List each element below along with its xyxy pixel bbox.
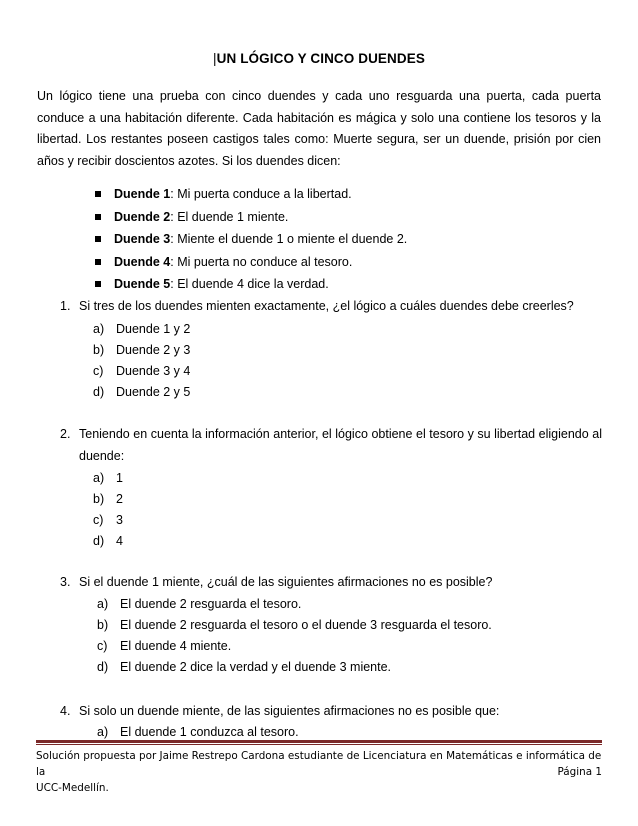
option-letter: a) [97,725,109,739]
statement-text: : Mi puerta conduce a la libertad. [170,187,352,201]
question-4 [60,700,602,743]
options-list [93,319,602,403]
statement-text: : Miente el duende 1 o miente el duende 2. [170,232,408,246]
question-text [60,700,602,722]
question-body: Teniendo en cuenta la información anterior, el lógico obtiene el tesoro y su libertad eligiendo al duende: [79,427,602,463]
statement-text: : El duende 1 miente. [170,209,289,224]
option-item[interactable] [97,594,602,615]
square-bullet-icon [95,236,101,242]
statement-speaker: Duende 2 [114,209,171,224]
option-item[interactable] [93,489,602,510]
question-body: Si tres de los duendes mienten exactamente, ¿el lógico a cuáles duendes debe creerles? [79,299,574,313]
option-item[interactable] [97,636,602,657]
question-3 [60,571,602,678]
title-cursor-bar: | [213,51,217,66]
question-text [60,295,602,317]
statement-speaker: Duende 1 [114,187,171,201]
option-text: Duende 2 y 3 [116,343,191,357]
statement-item [95,273,595,296]
option-item[interactable] [97,615,602,636]
statement-item [95,251,595,274]
question-number: 2. [60,427,71,441]
statement-text: : Mi puerta no conduce al tesoro. [170,254,353,269]
square-bullet-icon [95,214,101,220]
statements-list [95,183,595,296]
question-text [60,571,602,593]
question-text [60,423,602,467]
statement-speaker: Duende 4 [114,254,171,269]
option-text: 4 [116,534,123,548]
question-number: 4. [60,704,71,718]
statement-speaker: Duende 5 [114,277,171,291]
option-letter: b) [93,492,105,506]
option-letter: c) [97,639,108,653]
option-text: Duende 3 y 4 [116,364,191,378]
footer-rule-thin [36,744,602,745]
question-2 [60,423,602,552]
option-text: 3 [116,513,123,527]
statement-text: : El duende 4 dice la verdad. [170,277,329,291]
page-title [0,51,638,66]
option-letter: d) [97,660,109,674]
option-item[interactable] [93,361,602,382]
footer-line-1: Solución propuesta por Jaime Restrepo Cardona estudiante de Licenciatura en Matemáticas e informática de la [36,750,602,778]
option-text: El duende 2 dice la verdad y el duende 3 miente. [120,660,392,674]
option-text: El duende 2 resguarda el tesoro. [120,597,302,611]
intro-paragraph: Un lógico tiene una prueba con cinco duendes y cada uno resguarda una puerta, cada puerta conduce a una habitación diferente. Cada habitación es mágica y solo una contiene los tesoros y la libertad. Los restantes poseen castigos tales como: Muerte segura, ser un duende, prisión por cien años y recibir doscientos azotes. Si los duendes dicen: [37,89,601,168]
option-text: 2 [116,492,123,506]
option-text: El duende 2 resguarda el tesoro o el duende 3 resguarda el tesoro. [120,618,492,632]
option-item[interactable] [93,382,602,403]
option-letter: b) [97,618,109,632]
option-letter: d) [93,534,105,548]
square-bullet-icon [95,259,101,265]
square-bullet-icon [95,281,101,287]
option-letter: a) [93,322,105,336]
statement-speaker: Duende 3 [114,232,171,246]
statement-item [95,206,595,229]
option-letter: c) [93,364,104,378]
square-bullet-icon [95,191,101,197]
option-letter: b) [93,343,105,357]
page-footer [36,748,602,796]
option-letter: d) [93,385,105,399]
question-number: 3. [60,575,71,589]
question-number: 1. [60,299,71,313]
option-text: 1 [116,471,123,485]
option-letter: c) [93,513,104,527]
title-text: UN LÓGICO Y CINCO DUENDES [216,51,425,66]
option-text: Duende 2 y 5 [116,385,191,399]
option-item[interactable] [93,319,602,340]
option-item[interactable] [97,657,602,678]
footer-line-2: UCC-Medellín. [36,782,109,794]
option-text: El duende 4 miente. [120,639,232,653]
option-letter: a) [97,597,109,611]
statement-item [95,183,595,206]
page-number: Página 1 [557,766,602,778]
option-item[interactable] [93,340,602,361]
option-text: Duende 1 y 2 [116,322,191,336]
footer-divider [36,740,602,745]
option-item[interactable] [93,510,602,531]
statement-item [95,228,595,251]
option-letter: a) [93,471,105,485]
option-item[interactable] [93,468,602,489]
option-item[interactable] [93,531,602,552]
options-list [93,468,602,552]
question-body: Si el duende 1 miente, ¿cuál de las siguientes afirmaciones no es posible? [79,575,493,589]
footer-rule-thick [36,740,602,743]
question-1 [60,295,602,403]
option-text: El duende 1 conduzca al tesoro. [120,725,299,739]
question-body: Si solo un duende miente, de las siguientes afirmaciones no es posible que: [79,704,500,718]
options-list [97,594,602,678]
